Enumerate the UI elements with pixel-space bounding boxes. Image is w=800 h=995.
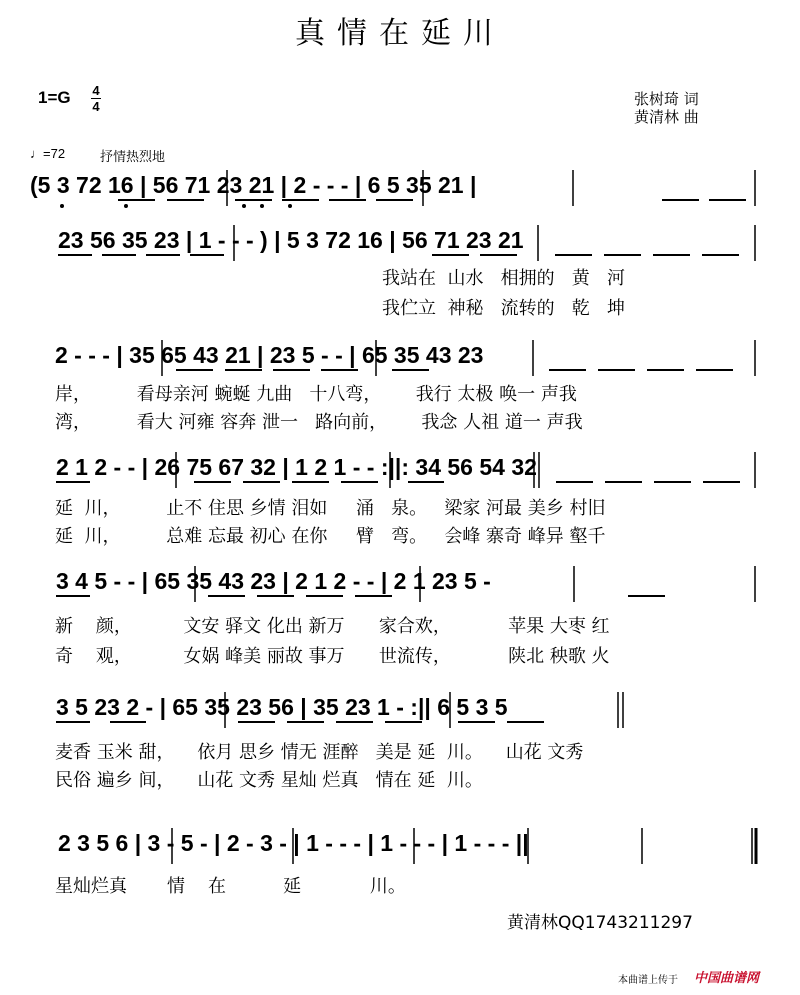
lyric-line-4-verse-1: 延 川， 止不 住思 乡情 泪如 涌 泉。 梁家 河最 美乡 村旧 — [55, 498, 606, 519]
composer-credit: 黄清林 曲 — [634, 108, 699, 126]
lyric-line-7-verse-1: 星灿烂真 情 在 延 川。 — [55, 876, 406, 897]
score-line-5 — [0, 566, 800, 610]
score-line-3 — [0, 340, 800, 384]
score-line-2 — [0, 225, 800, 269]
notation-line-7: 2 3 5 6 | 3 - 5 - | 2 - 3 - | 1 - - - | 1 - - - | 1 - - - || — [58, 830, 529, 856]
score-line-4 — [0, 452, 800, 496]
lyric-line-3-verse-2: 湾， 看大 河雍 容奔 泄一 路向前， 我念 人祖 道一 声我 — [55, 412, 583, 433]
score-line-7 — [0, 828, 800, 872]
lyric-line-6-verse-2: 民俗 遍乡 间， 山花 文秀 星灿 烂真 情在 延 川。 — [55, 770, 483, 791]
lyric-line-2-verse-1: 我站在 山水 相拥的 黄 河 — [382, 268, 625, 289]
notation-line-3: 2 - - - | 35 65 43 21 | 23 5 - - | 65 35 43 23 — [55, 342, 484, 368]
arranger-signature: 黄清林QQ1743211297 — [507, 913, 693, 933]
notation-line-5: 3 4 5 - - | 65 35 43 23 | 2 1 2 - - | 2 1 23 5 - — [56, 568, 491, 594]
time-signature-top: 4 — [92, 83, 100, 98]
lyric-line-4-verse-2: 延 川， 总难 忘最 初心 在你 臂 弯。 会峰 寨奇 峰异 壑千 — [55, 526, 606, 547]
lyric-line-2-verse-2: 我伫立 神秘 流转的 乾 坤 — [382, 298, 625, 319]
lyric-line-6-verse-1: 麦香 玉米 甜， 依月 思乡 情无 涯醉 美是 延 川。 山花 文秀 — [55, 742, 584, 763]
notation-line-4: 2 1 2 - - | 26 75 67 32 | 1 2 1 - - :||: 34 56 54 32 — [56, 454, 537, 480]
expression-marking: 抒情热烈地 — [100, 150, 166, 165]
time-signature — [91, 84, 101, 113]
key-signature: 1=G — [38, 88, 71, 107]
lyricist-credit: 张树琦 词 — [634, 90, 699, 108]
notation-line-2: 23 56 35 23 | 1 - - - ) | 5 3 72 16 | 56 71 23 21 — [58, 227, 524, 253]
song-title: 真情在延川 — [295, 16, 505, 51]
lyric-line-5-verse-2: 奇 观， 女娲 峰美 丽故 事万 世流传， 陕北 秧歌 火 — [55, 646, 610, 667]
notation-line-6: 3 5 23 2 - | 65 35 23 56 | 35 23 1 - :|| 6 5 3 5 — [56, 694, 508, 720]
lyric-line-5-verse-1: 新 颜， 文安 驿文 化出 新万 家合欢， 苹果 大枣 红 — [55, 616, 610, 637]
time-signature-bottom: 4 — [92, 99, 100, 114]
tempo-marking: ♩=72 — [30, 146, 66, 161]
score-line-6 — [0, 692, 800, 736]
notation-line-1: (5 3 72 16 | 56 71 23 21 | 2 - - - | 6 5 35 21 | — [30, 172, 477, 198]
score-line-1 — [0, 170, 800, 214]
upload-footer: 本曲谱上传于 — [618, 975, 678, 986]
lyric-line-3-verse-1: 岸， 看母亲河 蜿蜒 九曲 十八弯， 我行 太极 唤一 声我 — [55, 384, 577, 405]
site-logo[interactable]: 中国曲谱网 — [694, 971, 760, 986]
